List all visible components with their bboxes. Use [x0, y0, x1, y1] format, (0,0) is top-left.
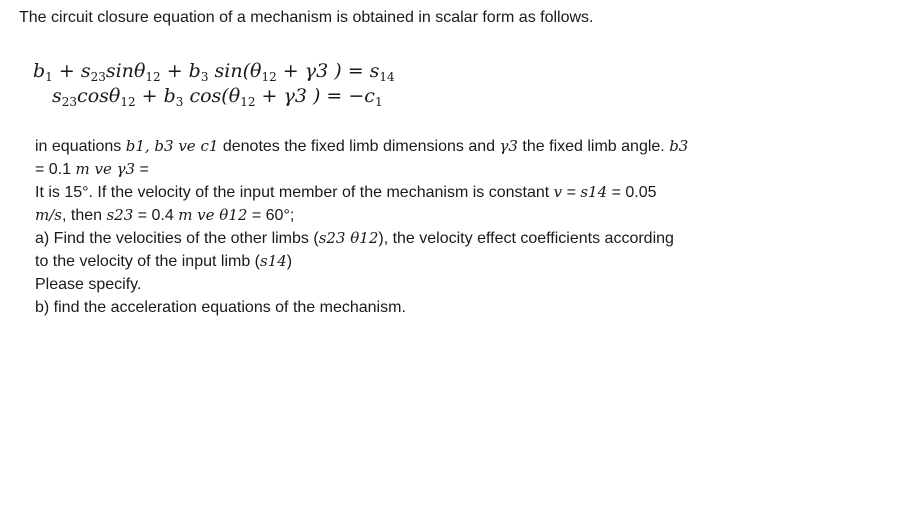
- eq2-theta: θ: [108, 85, 121, 107]
- math: s23: [106, 206, 134, 224]
- body-line-7: Please specify.: [35, 276, 142, 293]
- eq1-s: s: [80, 60, 91, 82]
- text: , then: [61, 207, 107, 224]
- math: v: [553, 183, 563, 201]
- eq1-rhs: s: [369, 60, 380, 82]
- math: m ve θ12: [178, 206, 248, 224]
- text: =: [135, 161, 149, 178]
- text: It is 15°. If the velocity of the input member of the mechanism is constant: [35, 184, 554, 201]
- text: in equations: [35, 138, 126, 155]
- math: m ve γ3: [75, 160, 136, 178]
- text: to the velocity of the input limb (: [35, 253, 260, 270]
- eq1-b3-sub: 3: [200, 70, 209, 84]
- eq1-fn2: sin(: [208, 60, 251, 82]
- eq2-fn1: cos: [77, 85, 109, 107]
- text: a) Find the velocities of the other limbs (: [35, 230, 319, 247]
- body-line-3: [35, 181, 855, 204]
- body-line-1: [35, 135, 855, 158]
- math: s23 θ12: [318, 229, 379, 247]
- eq1-equals: =: [341, 60, 370, 82]
- eq1-theta: θ: [133, 60, 146, 82]
- body-line-5: [35, 227, 855, 250]
- eq1-gamma: + γ3 ): [276, 60, 342, 82]
- math: s14: [580, 183, 608, 201]
- equation-cos: [52, 85, 383, 107]
- intro-text: The circuit closure equation of a mechanism is obtained in scalar form as follows.: [19, 9, 594, 26]
- text: denotes the fixed limb dimensions and: [218, 138, 500, 155]
- text: = 0.05: [607, 184, 657, 201]
- math: s14: [260, 252, 287, 270]
- eq2-plus: +: [135, 85, 164, 107]
- eq2-b3-sub: 3: [175, 95, 184, 109]
- body-line-6: [35, 250, 855, 273]
- eq1-s-sub: 23: [90, 70, 106, 84]
- equation-sin: [33, 60, 395, 82]
- text: ), the velocity effect coefficients according: [378, 230, 674, 247]
- eq1-rhs-sub: 14: [379, 70, 395, 84]
- text: = 0.4: [133, 207, 179, 224]
- text: = 0.1: [35, 161, 76, 178]
- eq2-theta2-sub: 12: [240, 95, 256, 109]
- eq2-gamma: + γ3 ): [255, 85, 321, 107]
- math: b1, b3 ve c1: [125, 137, 219, 155]
- text: = 60°;: [247, 207, 295, 224]
- text: ): [286, 253, 293, 270]
- eq1-b: b: [33, 60, 46, 82]
- text: the fixed limb angle.: [517, 138, 670, 155]
- eq2-rhs: −c: [348, 85, 375, 107]
- eq2-theta2: θ: [228, 85, 241, 107]
- eq2-theta-sub: 12: [120, 95, 136, 109]
- eq1-b3: b: [188, 60, 201, 82]
- eq1-theta2: θ: [250, 60, 262, 82]
- eq2-rhs-sub: 1: [374, 95, 383, 109]
- eq2-s: s: [52, 85, 62, 107]
- math: b3: [669, 137, 689, 155]
- eq1-plus1: +: [52, 60, 81, 82]
- problem-body: [35, 135, 855, 319]
- body-line-8: b) find the acceleration equations of the mechanism.: [35, 299, 406, 316]
- body-line-4: [35, 204, 855, 227]
- eq1-fn1: sin: [105, 60, 134, 82]
- math: m/s: [35, 206, 62, 224]
- eq2-equals: =: [320, 85, 349, 107]
- math: γ3: [499, 137, 518, 155]
- eq1-b-sub: 1: [45, 70, 53, 84]
- eq1-theta2-sub: 12: [261, 70, 277, 84]
- eq2-s-sub: 23: [61, 95, 78, 109]
- body-line-2: [35, 158, 855, 181]
- eq1-plus2: +: [160, 60, 189, 82]
- eq2-b3: b: [163, 85, 176, 107]
- eq2-fn2: cos(: [183, 85, 229, 107]
- eq1-theta-sub: 12: [145, 70, 161, 84]
- text: =: [562, 184, 581, 201]
